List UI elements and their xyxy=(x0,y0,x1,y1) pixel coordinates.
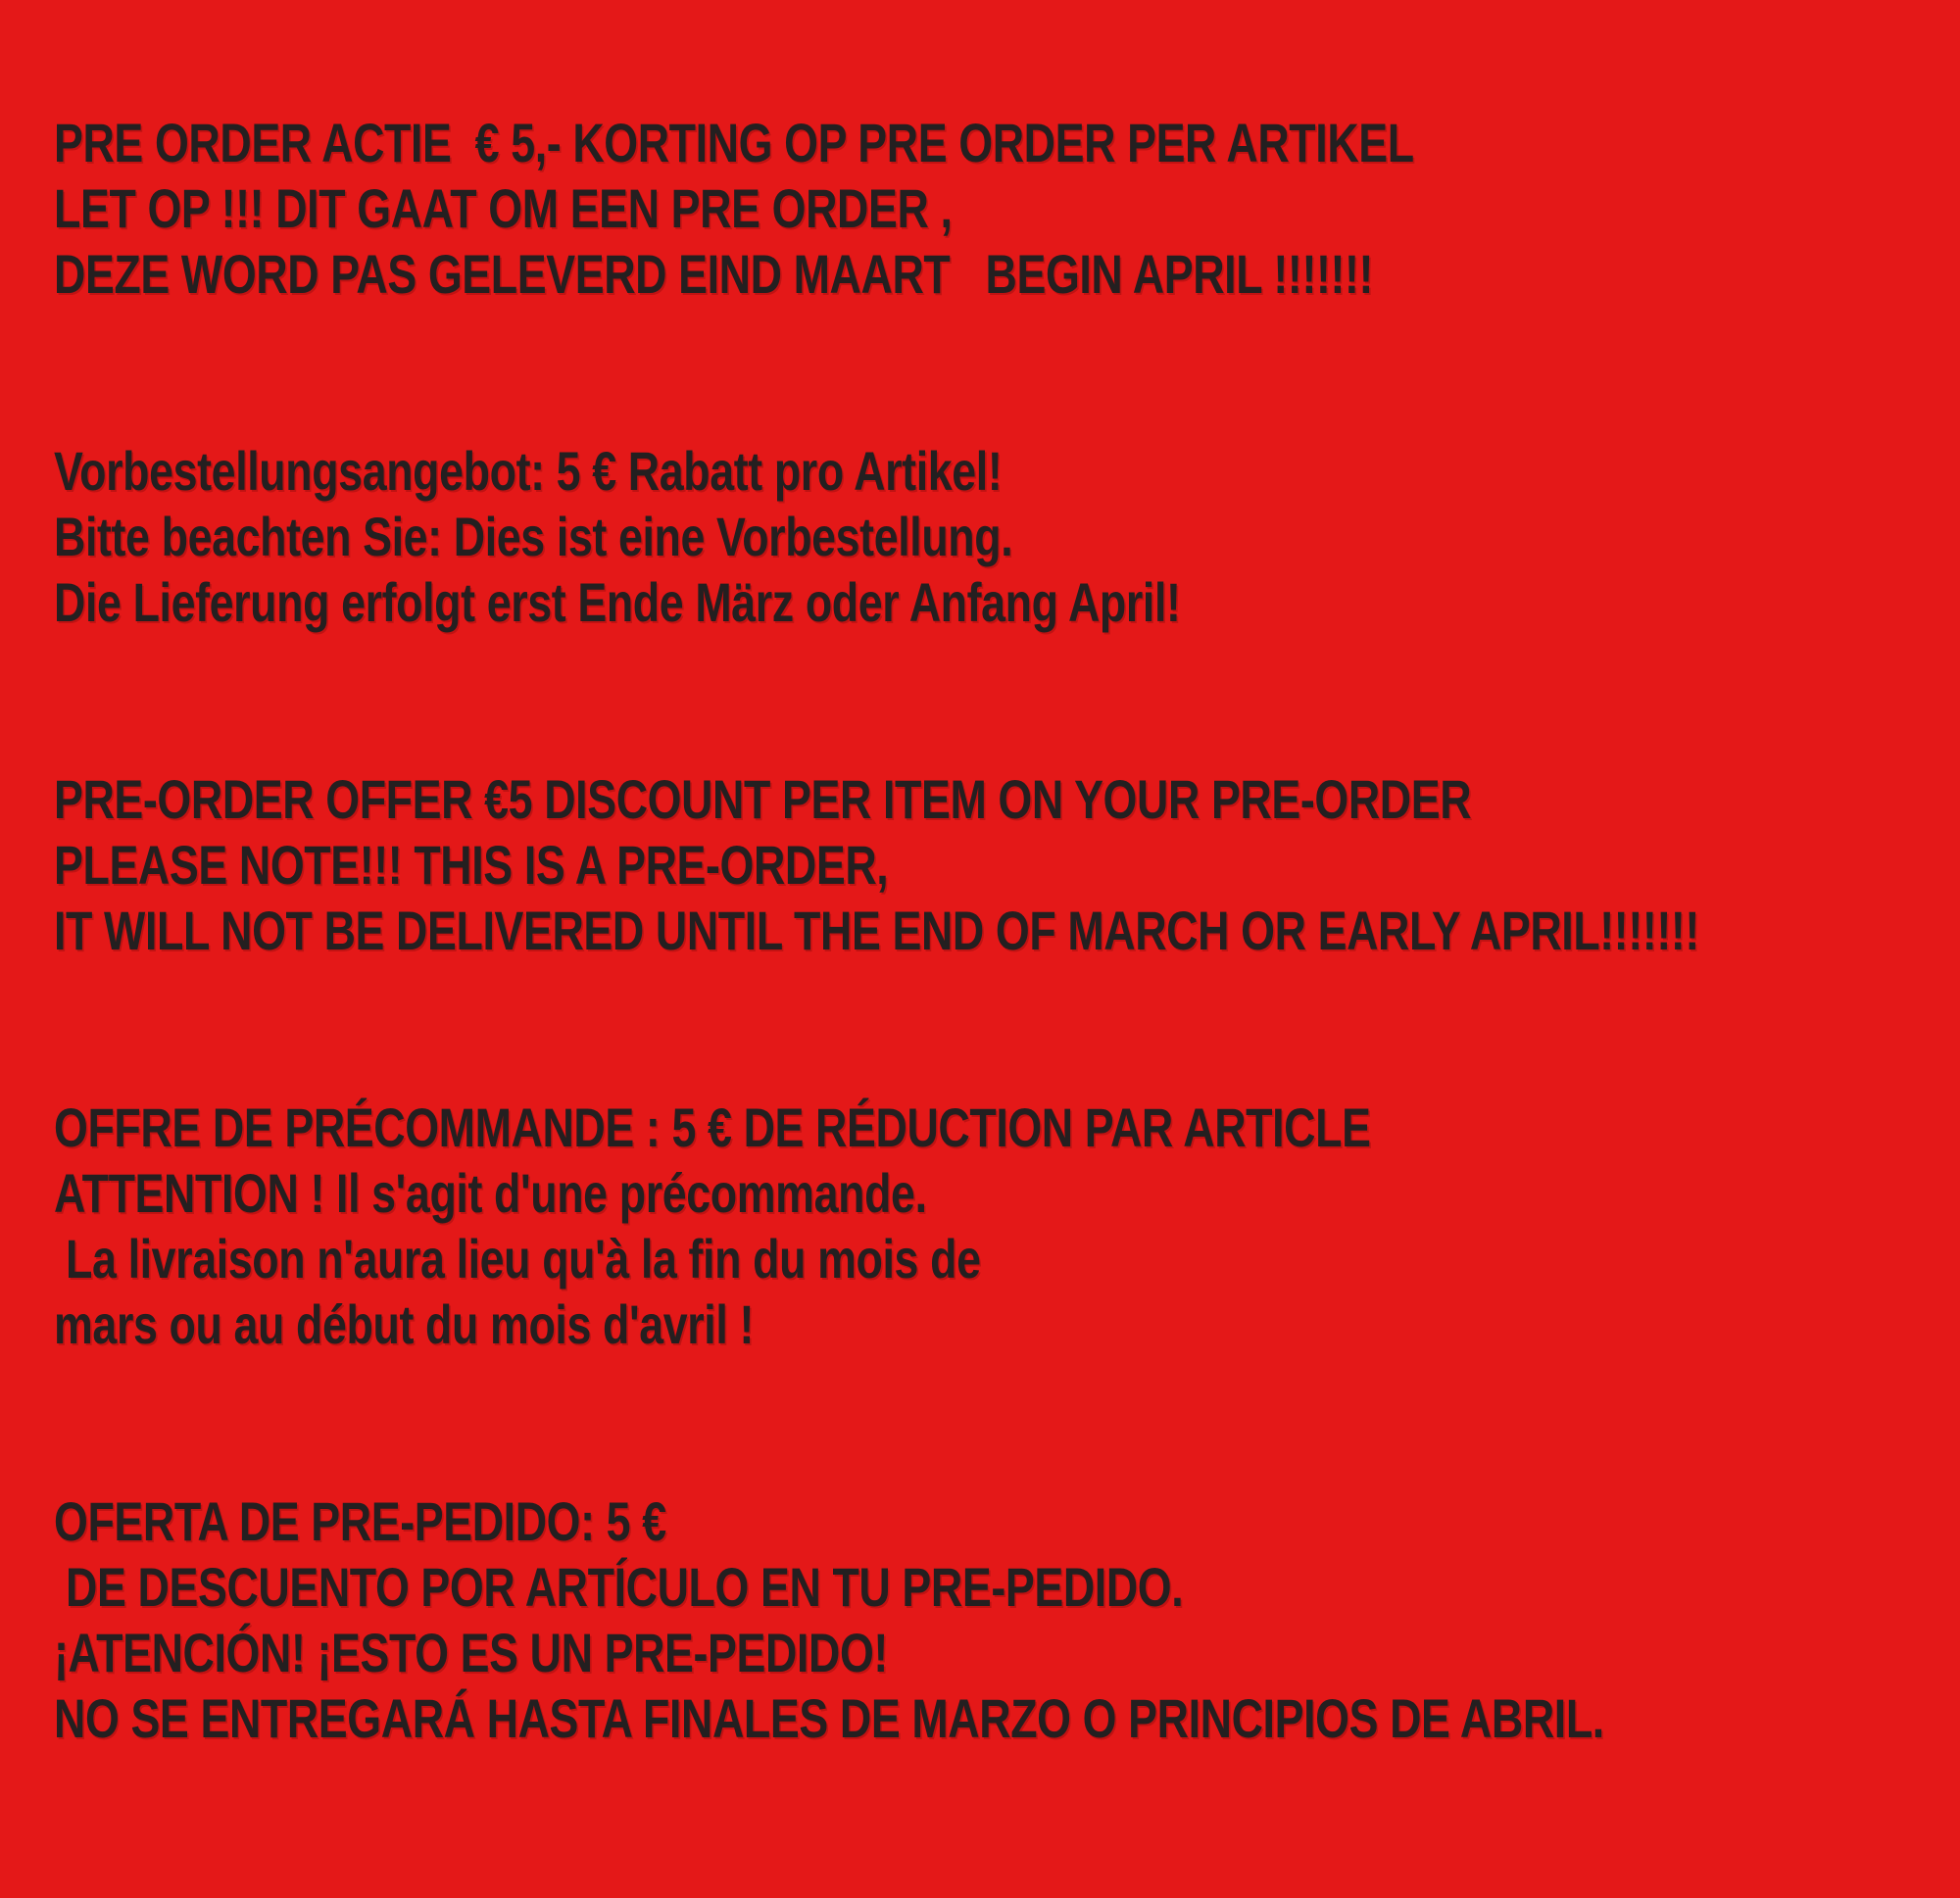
notice-line-spanish-2: DE DESCUENTO POR ARTÍCULO EN TU PRE-PEDIDO. xyxy=(54,1556,1184,1618)
notice-section-english xyxy=(54,766,1960,963)
notice-line-spanish-3: ¡ATENCIÓN! ¡ESTO ES UN PRE-PEDIDO! xyxy=(54,1622,888,1683)
notice-line-spanish-4: NO SE ENTREGARÁ HASTA FINALES DE MARZO O PRINCIPIOS DE ABRIL. xyxy=(54,1687,1604,1749)
notice-line-french-4: mars ou au début du mois d'avril ! xyxy=(54,1293,754,1355)
notice-section-french xyxy=(54,1095,1960,1357)
notice-line-french-3: La livraison n'aura lieu qu'à la fin du mois de xyxy=(54,1228,981,1290)
notice-line-spanish-1: OFERTA DE PRE-PEDIDO: 5 € xyxy=(54,1490,666,1552)
notice-line-german-3: Die Lieferung erfolgt erst Ende März oder Anfang April! xyxy=(54,571,1181,633)
notice-line-english-1: PRE-ORDER OFFER €5 DISCOUNT PER ITEM ON YOUR PRE-ORDER xyxy=(54,768,1472,830)
notice-line-english-2: PLEASE NOTE!!! THIS IS A PRE-ORDER, xyxy=(54,834,889,896)
notice-line-english-3: IT WILL NOT BE DELIVERED UNTIL THE END OF MARCH OR EARLY APRIL!!!!!!! xyxy=(54,900,1699,961)
notice-section-german xyxy=(54,438,1960,635)
notice-section-dutch xyxy=(54,110,1960,307)
notice-line-german-1: Vorbestellungsangebot: 5 € Rabatt pro Artikel! xyxy=(54,440,1003,502)
notice-line-french-1: OFFRE DE PRÉCOMMANDE : 5 € DE RÉDUCTION PAR ARTICLE xyxy=(54,1096,1371,1158)
notice-line-german-2: Bitte beachten Sie: Dies ist eine Vorbestellung. xyxy=(54,506,1013,567)
notice-line-french-2: ATTENTION ! Il s'agit d'une précommande. xyxy=(54,1162,927,1224)
notice-line-dutch-1: PRE ORDER ACTIE € 5,- KORTING OP PRE ORDER PER ARTIKEL xyxy=(54,112,1414,173)
notice-section-spanish xyxy=(54,1488,1960,1751)
notice-line-dutch-2: LET OP !!! DIT GAAT OM EEN PRE ORDER , xyxy=(54,177,953,239)
notice-line-dutch-3: DEZE WORD PAS GELEVERD EIND MAART BEGIN APRIL !!!!!!! xyxy=(54,243,1374,305)
